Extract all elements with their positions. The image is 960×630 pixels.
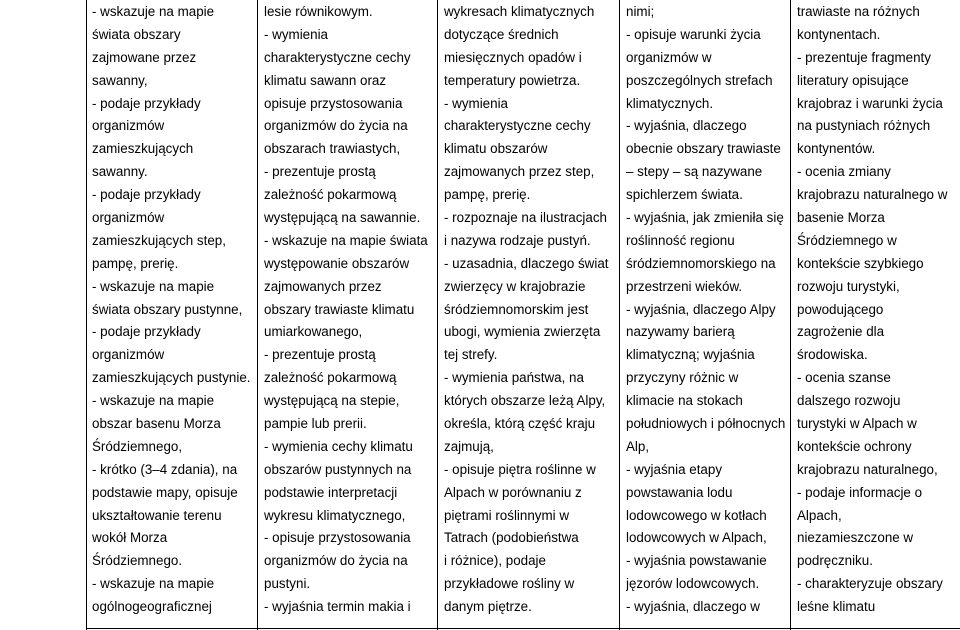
table-cell-line: Alpach, xyxy=(797,507,842,523)
table-cell-line: rozwoju turystyki, xyxy=(797,278,900,294)
table-cell-line: - wyjaśnia powstawanie xyxy=(626,553,767,569)
table-cell-line: obszar basenu Morza xyxy=(92,416,221,432)
table-cell-line: lesie równikowym. xyxy=(264,4,373,19)
table-cell-line: - krótko (3–4 zdania), na xyxy=(92,461,238,477)
column-5 xyxy=(791,0,960,630)
table-cell-line: - podaje przykłady xyxy=(92,324,201,340)
table-cell-line: klimatyczną; wyjaśnia xyxy=(626,347,755,363)
table-cell-line: zagrożenie dla xyxy=(797,324,885,340)
table-cell-line: - opisuje warunki życia xyxy=(626,26,761,42)
table-cell-line: środowiska. xyxy=(797,347,868,363)
table-cell-line: - wskazuje na mapie xyxy=(92,576,215,592)
table-cell-line: - charakteryzuje obszary xyxy=(797,576,943,592)
table-cell-line: ukształtowanie terenu xyxy=(92,507,222,523)
table-cell-line: - ocenia szanse xyxy=(797,370,891,386)
table-cell-line: temperatury powietrza. xyxy=(444,72,581,88)
table-cell-line: zależność pokarmową xyxy=(264,370,397,386)
column-1 xyxy=(86,0,258,630)
table-cell-line: obecnie obszary trawiaste xyxy=(626,141,781,157)
table-cell-line: - wyjaśnia, dlaczego w xyxy=(626,599,760,615)
table-cell-line: miesięcznych opadów i xyxy=(444,49,582,65)
table-cell-line: świata obszary xyxy=(92,26,181,42)
table-cell-line: - wskazuje na mapie xyxy=(92,4,215,19)
table-cell-line: zajmowanych przez xyxy=(264,278,382,294)
table-cell-line: zamieszkujących xyxy=(92,141,194,157)
table-cell-line: organizmów do życia na xyxy=(264,118,408,134)
table-cell-line: obszary trawiaste klimatu xyxy=(264,301,415,317)
table-cell-line: organizmów xyxy=(92,118,165,134)
table-cell-line: wokół Morza xyxy=(92,530,168,546)
table-cell-line: roślinność regionu xyxy=(626,232,735,248)
column-3 xyxy=(438,0,620,630)
table-cell-line: wykresu klimatycznego, xyxy=(264,507,406,523)
table-cell-line: występowanie obszarów xyxy=(264,255,410,271)
table-cell-line: zajmowane przez xyxy=(92,49,197,65)
table-cell-line: - wskazuje na mapie xyxy=(92,393,215,409)
table-cell-line: zamieszkujących step, xyxy=(92,232,226,248)
table-cell-line: leśne klimatu xyxy=(797,599,876,615)
table-cell-line: zależność pokarmową xyxy=(264,187,397,203)
table-cell-line: wykresach klimatycznych xyxy=(444,4,595,19)
table-cell-line: turystyki w Alpach w xyxy=(797,416,917,432)
table-bottom-border xyxy=(86,628,960,629)
table-cell-line: zamieszkujących pustynie. xyxy=(92,370,251,386)
table-cell-line: jęzorów lodowcowych. xyxy=(626,576,760,592)
table-cell-line: podstawie interpretacji xyxy=(264,484,398,500)
table-cell-line: i nazywa rodzaje pustyń. xyxy=(444,232,591,248)
table-cell-line: literatury opisujące xyxy=(797,72,909,88)
table-cell-line: obszarów pustynnych na xyxy=(264,461,412,477)
table-cell-line: dotyczące średnich xyxy=(444,26,559,42)
table-cell-line: Śródziemnego. xyxy=(92,553,183,569)
table-cell-line: pampie lub prerii. xyxy=(264,416,367,432)
table-cell-line: pampę, prerię. xyxy=(92,255,179,271)
table-cell-line: - wymienia xyxy=(444,95,508,111)
table-cell-line: - prezentuje prostą xyxy=(264,164,376,180)
table-cell-line: ubogi, wymienia zwierzęta xyxy=(444,324,601,340)
table-cell-line: tej strefy. xyxy=(444,347,498,363)
table-cell-line: przykładowe rośliny w xyxy=(444,576,575,592)
table-cell-line: nazywamy barierą xyxy=(626,324,735,340)
table-cell-line: zajmowanych przez step, xyxy=(444,164,595,180)
table-cell-line: - podaje informacje o xyxy=(797,484,923,500)
table-cell-line: - wyjaśnia etapy xyxy=(626,461,723,477)
table-cell-line: - wymienia cechy klimatu xyxy=(264,438,413,454)
table-cell-line: umiarkowanego, xyxy=(264,324,363,340)
table-cell-line: opisuje przystosowania xyxy=(264,95,403,111)
table-cell-line: występującą na sawannie. xyxy=(264,210,421,226)
table-cell-line: południowych i północnych xyxy=(626,416,786,432)
table-cell-line: - prezentuje prostą xyxy=(264,347,376,363)
table-cell-line: występującą na stepie, xyxy=(264,393,400,409)
table-cell-line: - prezentuje fragmenty xyxy=(797,49,931,65)
table-cell-line: krajobrazu naturalnego w xyxy=(797,187,948,203)
table-cell-line: zajmują, xyxy=(444,438,494,454)
table-cell-line: powstawania lodu xyxy=(626,484,733,500)
table-cell-line: Śródziemnego w xyxy=(797,232,897,248)
table-cell-line: kontynentach. xyxy=(797,26,881,42)
table-cell-line: lodowcowych w Alpach, xyxy=(626,530,767,546)
table-cell-line: klimacie na stokach xyxy=(626,393,743,409)
table-cell-line: - wyjaśnia, dlaczego xyxy=(626,118,747,134)
table-cell-line: Tatrach (podobieństwa xyxy=(444,530,579,546)
table-cell-line: świata obszary pustynne, xyxy=(92,301,243,317)
table-cell-line: charakterystyczne cechy xyxy=(444,118,591,134)
table-cell-line: basenie Morza xyxy=(797,210,885,226)
table-cell-line: organizmów w xyxy=(626,49,712,65)
column-2 xyxy=(258,0,438,630)
table-cell-line: - uzasadnia, dlaczego świat xyxy=(444,255,609,271)
table-cell-line: - podaje przykłady xyxy=(92,187,201,203)
table-cell-line: śródziemnomorskiego na xyxy=(626,255,776,271)
table-cell-line: niezamieszczone w xyxy=(797,530,914,546)
table-cell-line: organizmów xyxy=(92,347,165,363)
table-cell-line: zwierzęcy w krajobrazie xyxy=(444,278,586,294)
table-cell-line: Alpach w porównaniu z xyxy=(444,484,582,500)
table-cell-line: przestrzeni wieków. xyxy=(626,278,743,294)
table-cell-line: ogólnogeograficznej xyxy=(92,599,212,615)
table-cell-line: klimatycznych. xyxy=(626,95,714,111)
table-cell-line: - wskazuje na mapie świata xyxy=(264,232,428,248)
table-cell-line: charakterystyczne cechy xyxy=(264,49,411,65)
table-cell-line: których obszarze leżą Alpy, xyxy=(444,393,606,409)
table-cell-line: organizmów do życia na xyxy=(264,553,408,569)
table-cell-line: pustyni. xyxy=(264,576,311,592)
table-cell-line: krajobrazu naturalnego, xyxy=(797,461,938,477)
table-cell-line: poszczególnych strefach xyxy=(626,72,773,88)
table-cell-line: kontekście szybkiego xyxy=(797,255,924,271)
table-cell-line: - wyjaśnia, jak zmieniła się xyxy=(626,210,784,226)
table-cell-line: organizmów xyxy=(92,210,165,226)
table-cell-line: krajobraz i warunki życia xyxy=(797,95,943,111)
table-cell-line: Śródziemnego, xyxy=(92,438,183,454)
table-cell-line: danym piętrze. xyxy=(444,599,532,615)
table-cell-line: sawanny. xyxy=(92,164,148,180)
table-cell-line: podstawie mapy, opisuje xyxy=(92,484,238,500)
table-cell-line: określa, którą część kraju xyxy=(444,416,596,432)
table-cell-line: pampę, prerię. xyxy=(444,187,531,203)
table-cell-line: spichlerzem świata. xyxy=(626,187,743,203)
column-4 xyxy=(620,0,791,630)
table-cell-line: i różnice), podaje xyxy=(444,553,546,569)
table-cell-line: klimatu sawann oraz xyxy=(264,72,387,88)
table-cell-line: - rozpoznaje na ilustracjach xyxy=(444,210,608,226)
table-cell-line: lodowcowego w kotłach xyxy=(626,507,767,523)
table-cell-line: kontekście ochrony xyxy=(797,438,912,454)
table-cell-line: - wymienia państwa, na xyxy=(444,370,584,386)
table-cell-line: Alp, xyxy=(626,438,650,454)
table-cell-line: przyczyny różnic w xyxy=(626,370,739,386)
table-cell-line: - wymienia xyxy=(264,26,328,42)
table-cell-line: kontynentów. xyxy=(797,141,876,157)
table-cell-line: śródziemnomorskim jest xyxy=(444,301,589,317)
table-cell-line: trawiaste na różnych xyxy=(797,4,920,19)
table-cell-line: - wyjaśnia, dlaczego Alpy xyxy=(626,301,776,317)
table-cell-line: obszarach trawiastych, xyxy=(264,141,401,157)
table-cell-line: - ocenia zmiany xyxy=(797,164,891,180)
table-cell-line: - wyjaśnia termin makia i xyxy=(264,599,411,615)
table-cell-line: dalszego rozwoju xyxy=(797,393,901,409)
table-cell-line: sawanny, xyxy=(92,72,148,88)
table-cell-line: klimatu obszarów xyxy=(444,141,548,157)
table-cell-line: nimi; xyxy=(626,4,655,19)
table-cell-line: – stepy – są nazywane xyxy=(626,164,763,180)
table-cell-line: podręczniku. xyxy=(797,553,873,569)
table-cell-line: - opisuje przystosowania xyxy=(264,530,411,546)
table-cell-line: powodującego xyxy=(797,301,884,317)
table-cell-line: na pustyniach różnych xyxy=(797,118,931,134)
table-cell-line: piętrami roślinnymi w xyxy=(444,507,570,523)
table-cell-line: - opisuje piętra roślinne w xyxy=(444,461,596,477)
table-cell-line: - wskazuje na mapie xyxy=(92,278,215,294)
table-cell-line: - podaje przykłady xyxy=(92,95,201,111)
